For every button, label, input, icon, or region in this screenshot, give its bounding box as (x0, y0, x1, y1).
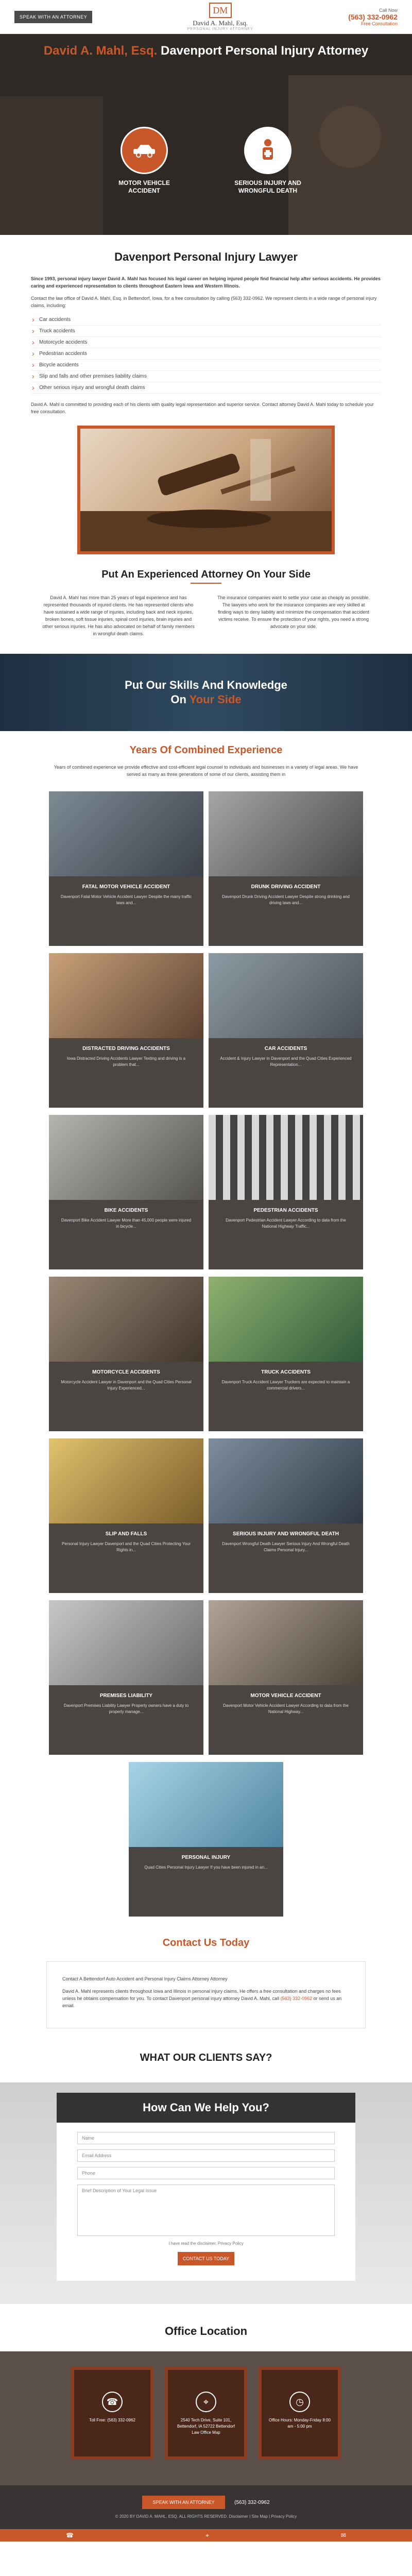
phone-sub: Free Consultation (360, 21, 398, 26)
header-phone[interactable] (348, 8, 398, 26)
card-title: CAR ACCIDENTS (264, 1046, 307, 1052)
office-card-text: Office Hours: Monday-Friday 8:00 am - 5:00 pm (269, 2418, 331, 2429)
card-desc: Davenport Motor Vehicle Accident Lawyer According to data from the National Highway... (223, 1703, 349, 1714)
logo-mark: DM (209, 3, 232, 18)
card-desc: Motorcycle Accident Lawyer in Davenport and the Quad Cities Personal Injury Experienced... (61, 1380, 192, 1391)
map-pin-icon[interactable]: ⌖ (205, 2531, 209, 2539)
practice-list (31, 314, 381, 394)
skills-banner (0, 654, 412, 731)
card-image (49, 1600, 203, 1685)
experience-col-right: The insurance companies want to settle your case as cheaply as possible. The lawyers who work for the insurance companies are very skilled at finding ways to deny liability and minimize the compensation that accident victims receive. To ensure the protection of your rights, you need a strong advocate on your side. (217, 595, 370, 629)
years-heading: Years Of Combined Experience (129, 744, 283, 756)
card-image (129, 1762, 283, 1847)
phone-icon[interactable]: ☎ (66, 2532, 74, 2539)
office-card-text: Toll Free: (563) 332-0962 (89, 2418, 135, 2422)
phone-number[interactable]: (563) 332-0962 (348, 12, 398, 21)
card-image (49, 791, 203, 876)
card-desc: Iowa Distracted Driving Accidents Lawyer Texting and driving is a problem that... (66, 1056, 186, 1067)
contact-phone-link[interactable]: (563) 332-0962 (280, 1996, 313, 2001)
card-title: SLIP AND FALLS (105, 1531, 147, 1537)
injury-icon (244, 127, 291, 174)
logo-name: David A. Mahl, Esq. (193, 19, 248, 27)
hero-circle-motor-vehicle[interactable] (106, 127, 183, 195)
map-pin-icon: ⌖ (196, 2392, 216, 2412)
copyright: © 2020 BY DAVID A. MAHL, ESQ. ALL RIGHTS RESERVED. Disclaimer | Site Map | Privacy Policy (115, 2514, 297, 2519)
contact-text: David A. Mahl represents clients throughout Iowa and Illinois in personal injury claims. He offers a free consultation and charges no fees unless he obtains compensation for you. To contact Davenport personal injury attorney David A. Mahl, call (62, 1989, 341, 2001)
hero-title-rest: Davenport Personal Injury Attorney (157, 44, 369, 58)
gavel-icon (80, 429, 332, 551)
card-image (209, 791, 363, 876)
contact-text-end: or send us an email. (62, 1996, 342, 2008)
car-icon (121, 127, 168, 174)
practice-card[interactable] (209, 953, 363, 1108)
logo-subtitle: PERSONAL INJURY ATTORNEY (187, 27, 253, 31)
card-title: PERSONAL INJURY (181, 1855, 231, 1860)
form-fields (57, 2123, 355, 2265)
card-title: PREMISES LIABILITY (99, 1693, 153, 1699)
form-heading: How Can We Help You? (57, 2093, 355, 2123)
clients-section (0, 2028, 412, 2064)
hero-circle-label: SERIOUS INJURY AND WRONGFUL DEATH (234, 179, 301, 194)
divider (191, 583, 221, 584)
card-title: DISTRACTED DRIVING ACCIDENTS (82, 1046, 170, 1052)
hero-circle-label: MOTOR VEHICLE ACCIDENT (118, 179, 170, 194)
speak-attorney-button[interactable]: SPEAK WITH AN ATTORNEY (14, 11, 92, 23)
card-image (209, 1277, 363, 1362)
card-image (209, 1600, 363, 1685)
office-cards (0, 2351, 412, 2485)
card-desc: Davenport Premises Liability Lawyer Property owners have a duty to properly manage... (63, 1703, 189, 1714)
intro-section (0, 235, 412, 554)
card-title: MOTORCYCLE ACCIDENTS (92, 1369, 160, 1375)
hero-title-name: David A. Mahl, Esq. (43, 44, 158, 58)
practice-card[interactable] (209, 1438, 363, 1593)
list-item: › Other serious injury and wrongful death claims (31, 382, 381, 394)
submit-button[interactable]: CONTACT US TODAY (178, 2252, 234, 2265)
help-form-section (0, 2082, 412, 2304)
card-image (209, 953, 363, 1038)
description-field[interactable]: Brief Description of Your Legal Issue (77, 2184, 335, 2236)
card-desc: Davenport Bike Accident Lawyer More than 45,000 people were injured in bicycle... (61, 1218, 192, 1229)
card-image (49, 953, 203, 1038)
experience-columns (41, 594, 371, 637)
practice-card[interactable] (129, 1762, 283, 1917)
list-item: › Motorcycle accidents (31, 337, 381, 348)
card-desc: Davenport Pedestrian Accident Lawyer According to data from the National Highway Traffic... (226, 1218, 346, 1229)
list-item: › Pedestrian accidents (31, 348, 381, 360)
phone-label: Call Now (379, 7, 398, 13)
footer (0, 2485, 412, 2529)
phone-field[interactable]: Phone (77, 2167, 335, 2179)
card-image (49, 1115, 203, 1200)
card-image (209, 1438, 363, 1523)
years-text: Years of combined experience we provide effective and cost-efficient legal counsel to individuals and businesses in a variety of legal areas. We have served as many as three generations of some of our clients, assisting them in (54, 765, 358, 777)
card-title: TRUCK ACCIDENTS (261, 1369, 311, 1375)
contact-section (0, 1917, 412, 2028)
list-item: › Slip and falls and other premises liability claims (31, 371, 381, 382)
footer-speak-button[interactable]: SPEAK WITH AN ATTORNEY (142, 2496, 225, 2509)
card-title: FATAL MOTOR VEHICLE ACCIDENT (82, 884, 170, 890)
practice-card[interactable] (209, 791, 363, 946)
email-field[interactable]: Email Address (77, 2149, 335, 2162)
practice-card[interactable] (209, 1115, 363, 1269)
intro-heading: Davenport Personal Injury Lawyer (114, 250, 298, 263)
experience-heading: Put An Experienced Attorney On Your Side (101, 569, 311, 580)
practice-card[interactable] (49, 1115, 203, 1269)
site-header (0, 0, 412, 34)
phone-icon: ☎ (102, 2392, 123, 2412)
practice-card[interactable] (49, 791, 203, 946)
intro-para: Since 1993, personal injury lawyer David A. Mahl has focused his legal career on helping injured people find financial help after serious accidents. He provides caring and experienced representation to clients throughout Eastern Iowa and Western Illinois. (31, 276, 381, 289)
hero-practice-circles (0, 127, 412, 195)
card-title: BIKE ACCIDENTS (104, 1208, 148, 1213)
card-title: PEDESTRIAN ACCIDENTS (253, 1208, 318, 1213)
practice-grid (49, 791, 363, 1917)
card-desc: Quad Cities Personal Injury Lawyer If you have been injured in an... (144, 1865, 268, 1870)
years-section (0, 731, 412, 778)
list-item: › Bicycle accidents (31, 360, 381, 371)
name-field[interactable]: Name (77, 2132, 335, 2144)
disclaimer-note[interactable]: I have read the disclaimer. Privacy Policy (168, 2241, 244, 2246)
banner-line-2b: Your Side (189, 693, 242, 706)
office-card[interactable] (71, 2367, 153, 2460)
card-title: DRUNK DRIVING ACCIDENT (251, 884, 321, 890)
card-desc: Personal Injury Lawyer Davenport and the Quad Cities Protecting Your Rights in... (62, 1541, 191, 1552)
hero (0, 34, 412, 235)
clients-heading: WHAT OUR CLIENTS SAY? (140, 2052, 272, 2063)
intro-para: David A. Mahl is committed to providing each of his clients with quality legal representation and superior service. Contact attorney David A. Mahl today to schedule your free consultation. (31, 402, 374, 414)
clock-icon: ◷ (289, 2392, 310, 2412)
banner-text (125, 678, 287, 707)
mobile-action-bar (0, 2529, 412, 2541)
office-heading: Office Location (164, 2325, 248, 2337)
card-desc: Davenport Fatal Motor Vehicle Accident Lawyer Despite the many traffic laws and... (60, 894, 192, 905)
contact-heading: Contact Us Today (162, 1937, 250, 1948)
contact-para: Contact A Bettendorf Auto Accident and Personal Injury Claims Attorney Attorney (62, 1976, 228, 1981)
card-desc: Davenport Drunk Driving Accident Lawyer Despite strong drinking and driving laws and... (222, 894, 350, 905)
contact-box (46, 1961, 366, 2028)
practice-card[interactable] (49, 1277, 203, 1431)
office-card[interactable] (259, 2367, 341, 2460)
practice-card[interactable] (209, 1600, 363, 1755)
office-section (0, 2304, 412, 2485)
card-desc: Davenport Truck Accident Lawyer Truckers are expected to maintain a commercial drivers... (221, 1380, 350, 1391)
card-image (49, 1438, 203, 1523)
banner-line-2 (125, 692, 287, 707)
footer-phone[interactable]: (563) 332-0962 (234, 2500, 270, 2505)
card-title: MOTOR VEHICLE ACCIDENT (250, 1693, 321, 1699)
experience-col-left: David A. Mahl has more than 25 years of legal experience and has represented thousands of injured clients. He has represented clients who have sustained a wide range of injuries, including back and neck injuries, broken bones, soft tissue injuries, spinal cord injuries, brain injuries and other serious injuries. He has also advocated on behalf of family members in wrongful death claims. (42, 595, 195, 636)
office-card-text: 2540 Tech Drive, Suite 101, Bettendorf, IA 52722 Bettendorf Law Office Map (177, 2418, 235, 2435)
practice-card[interactable] (49, 1438, 203, 1593)
help-form (57, 2093, 355, 2281)
intro-para: Contact the law office of David A. Mahl, Esq. in Bettendorf, Iowa, for a free consultation by calling (563) 332-0962. We represent clients in a wide range of personal injury claims, including: (31, 296, 377, 308)
contact-para (62, 1988, 350, 2009)
practice-card[interactable] (49, 1600, 203, 1755)
experience-section (0, 554, 412, 637)
card-desc: Accident & Injury Lawyer in Davenport and the Quad Cities Experienced Representation... (220, 1056, 352, 1067)
practice-card[interactable] (49, 953, 203, 1108)
card-desc: Davenport Wrongful Death Lawyer Serious Injury And Wrongful Death Claims Personal Injury... (222, 1541, 350, 1552)
mail-icon[interactable]: ✉ (340, 2532, 346, 2539)
list-item: › Car accidents (31, 314, 381, 326)
office-card[interactable] (165, 2367, 247, 2460)
hero-title (0, 43, 412, 59)
card-title: SERIOUS INJURY AND WRONGFUL DEATH (233, 1531, 339, 1537)
hero-circle-serious-injury[interactable] (229, 127, 306, 195)
banner-line-2a: On (170, 693, 190, 706)
banner-line-1: Put Our Skills And Knowledge (125, 679, 287, 691)
logo[interactable] (187, 3, 253, 31)
list-item: › Truck accidents (31, 326, 381, 337)
practice-card[interactable] (209, 1277, 363, 1431)
card-image (49, 1277, 203, 1362)
card-image (209, 1115, 363, 1200)
gavel-image (77, 426, 335, 554)
